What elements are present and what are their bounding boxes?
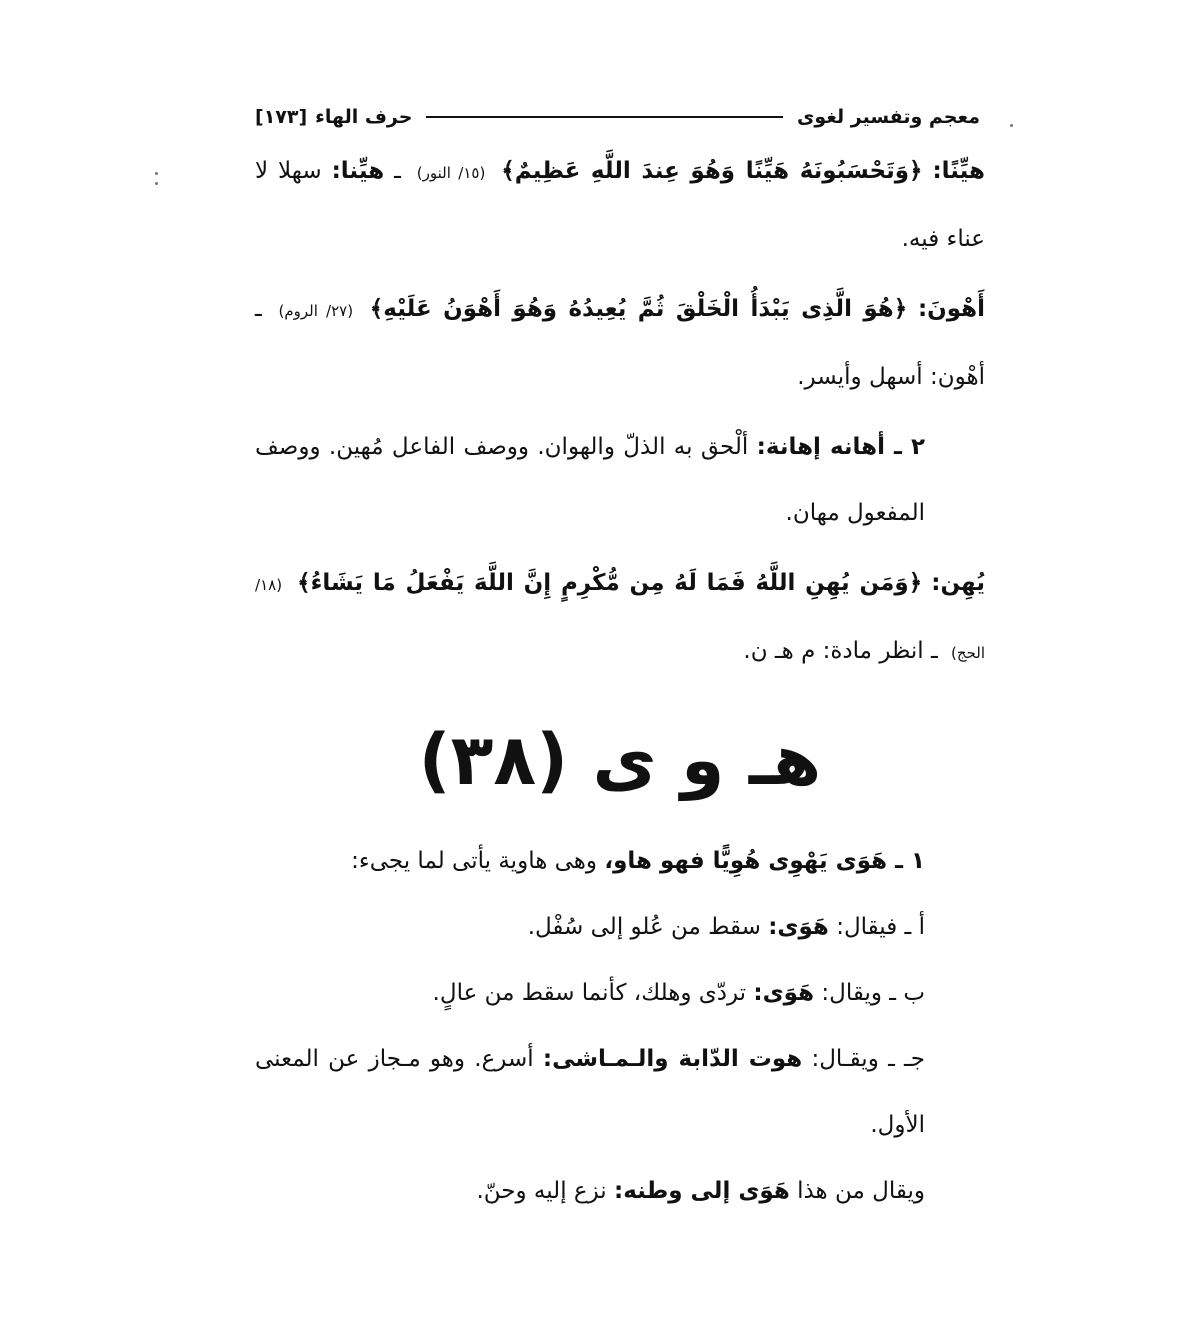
sense-prefix: جـ ـ ويقـال: — [811, 1046, 926, 1072]
sense-prefix: ب ـ ويقال: — [821, 980, 925, 1006]
book-title: معجم وتفسير لغوى — [796, 106, 980, 128]
quran-quote: ﴿وَمَن يُهِنِ اللَّهُ فَمَا لَهُ مِن مُّكْرِمٍ إِنَّ اللَّهَ يَفْعَلُ مَا يَشَاءُ﴾ — [297, 570, 923, 596]
entry-yuhin — [255, 550, 985, 686]
entry-word: هيِّنًا: — [932, 158, 985, 184]
quran-reference: (١٥/ النور) — [416, 164, 486, 182]
header-rule — [426, 116, 783, 118]
gloss-text: أهْون: أسهل وأيسر. — [797, 364, 985, 390]
running-header — [255, 100, 980, 134]
separator: ـ — [394, 158, 401, 184]
gloss-text: ـ انظر مادة: م هـ ن. — [743, 638, 938, 664]
gloss-text: تردّى وهلك، كأنما سقط من عالٍ. — [432, 980, 747, 1006]
section-title: حرف الهاء — [315, 106, 413, 128]
entry-sense-c — [255, 1026, 985, 1158]
scan-speck — [155, 182, 158, 185]
gloss-text: نزع إليه وحنّ. — [476, 1178, 607, 1204]
entry-word: هَوَى إلى وطنه: — [614, 1178, 790, 1204]
entry-hawa — [255, 828, 985, 894]
entry-sense-b — [255, 960, 985, 1026]
top-entries — [255, 138, 985, 686]
separator: ـ — [255, 296, 262, 322]
bottom-entries — [255, 828, 985, 1224]
entry-sense-a — [255, 894, 985, 960]
entry-word: هوت الدّابة والـمـاشى: — [542, 1046, 803, 1072]
entry-ahanahu — [255, 414, 985, 546]
entry-hayyinan — [255, 138, 985, 272]
gloss-text: أسرع. وهو مـجاز عن المعنى الأول. — [255, 1046, 925, 1138]
scan-speck — [155, 172, 158, 175]
entry-word: ٢ ـ أهانه إهانة: — [756, 434, 926, 460]
entry-ahwan — [255, 276, 985, 410]
gloss-text: سهلا لا عناء فيه. — [255, 158, 985, 252]
scan-speck — [1010, 124, 1013, 127]
entry-word: هَوَى: — [753, 980, 815, 1006]
quran-quote: ﴿هُوَ الَّذِى يَبْدَأُ الْخَلْقَ ثُمَّ يُعِيدُهُ وَهُوَ أَهْوَنُ عَلَيْهِ﴾ — [369, 296, 908, 322]
root-heading: هـ و ى (٣٨) — [418, 719, 822, 801]
gloss-text: سقط من عُلو إلى سُفْل. — [527, 914, 761, 940]
gloss-text: ألْحق به الذلّ والهوان. ووصف الفاعل مُهين. ووصف المفعول مهان. — [255, 434, 925, 526]
quran-reference: (١٨/ الحج) — [255, 576, 985, 662]
entry-word: هَوَى: — [768, 914, 829, 940]
gloss-word: هيِّنا: — [331, 158, 385, 184]
sense-prefix: أ ـ فيقال: — [836, 914, 925, 940]
gloss-text: وهى هاوية يأتى لما يجىء: — [351, 848, 598, 874]
page-number: [١٧٣] — [255, 106, 308, 128]
entry-word: ١ ـ هَوَى يَهْوِى هُوِيًّا فهو هاو، — [604, 848, 925, 874]
quran-quote: ﴿وَتَحْسَبُونَهُ هَيِّنًا وَهُوَ عِندَ اللَّهِ عَظِيمٌ﴾ — [501, 158, 923, 184]
sense-prefix: ويقال من هذا — [797, 1178, 925, 1204]
quran-reference: (٢٧/ الروم) — [278, 302, 354, 320]
entry-derived — [255, 1158, 985, 1224]
entry-word: أَهْونَ: — [917, 296, 986, 322]
entry-word: يُهِن: — [931, 570, 985, 596]
